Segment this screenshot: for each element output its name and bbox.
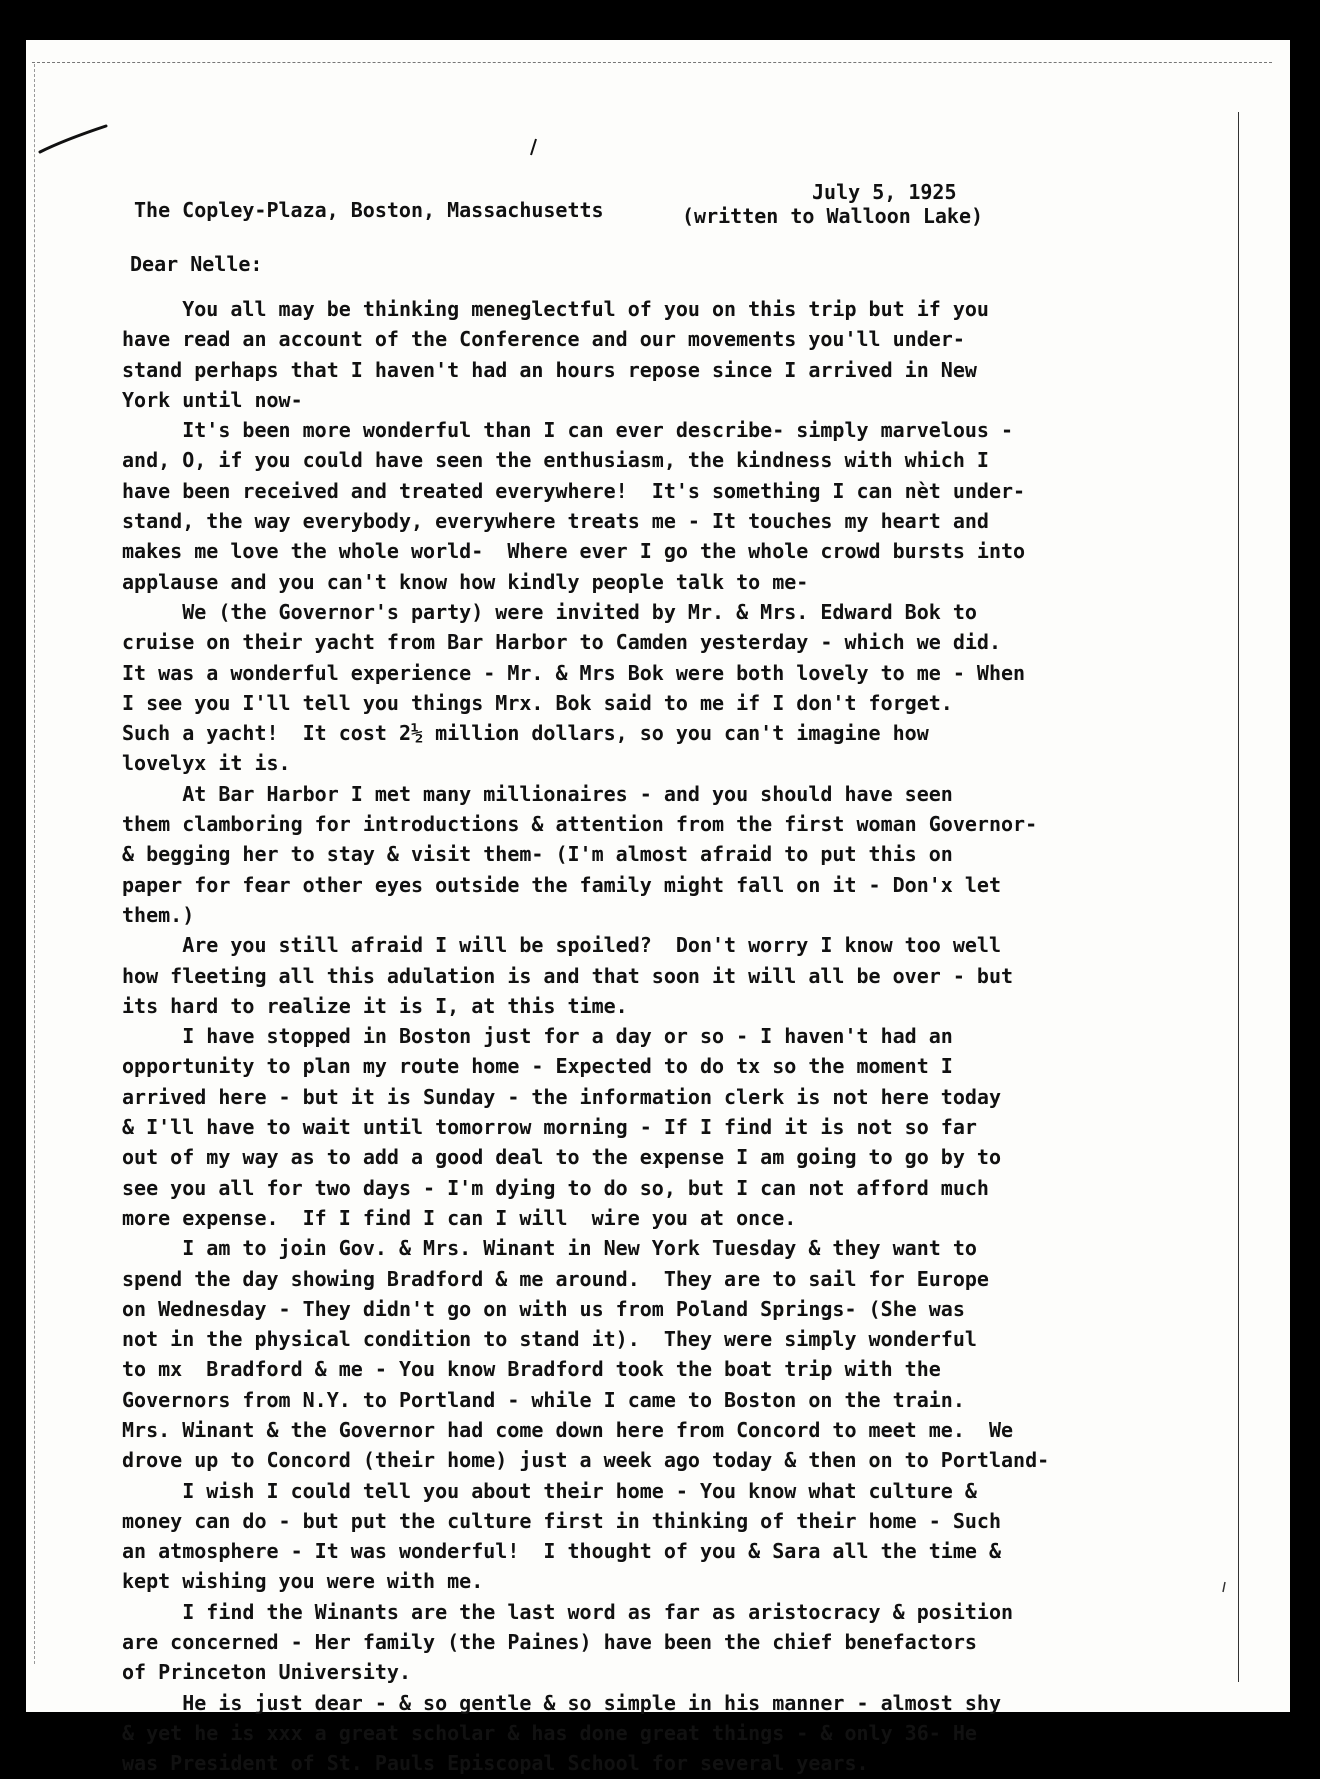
text-line: more expense. If I find I can I will wire you at once. xyxy=(122,1205,797,1230)
letter-date: July 5, 1925 xyxy=(812,180,957,204)
text-line: You all may be thinking meneglectful of you on this trip but if you xyxy=(122,297,989,321)
text-line: money can do - but put the culture first in thinking of their home - Such xyxy=(122,1508,1001,1533)
text-line: an atmosphere - It was wonderful! I thought of you & Sara all the time & xyxy=(122,1539,1001,1564)
text-line: them clamboring for introductions & attention from the first woman Governor- xyxy=(122,812,1038,837)
text-line: paper for fear other eyes outside the family might fall on it - Don'x let xyxy=(122,872,1001,897)
text-line: opportunity to plan my route home - Expected to do tx so the moment I xyxy=(122,1054,953,1079)
text-line: & I'll have to wait until tomorrow morning - If I find it is not so far xyxy=(122,1115,977,1140)
text-line: It's been more wonderful than I can ever describe- simply marvelous - xyxy=(122,418,1014,443)
text-line: its hard to realize it is I, at this time. xyxy=(122,993,628,1018)
text-line: and, O, if you could have seen the enthusiasm, the kindness with which I xyxy=(122,448,989,473)
text-line: stand, the way everybody, everywhere treats me - It touches my heart and xyxy=(122,509,989,534)
text-line: Such a yacht! It cost 2½ million dollars, so you can't imagine how xyxy=(122,721,929,746)
text-line: Governors from N.Y. to Portland - while I came to Boston on the train. xyxy=(122,1387,965,1412)
text-line: lovelyx it is. xyxy=(122,751,291,776)
date-block xyxy=(682,180,1042,228)
text-line: I see you I'll tell you things Mrx. Bok said to me if I don't forget. xyxy=(122,690,953,715)
text-line: on Wednesday - They didn't go on with us from Poland Springs- (She was xyxy=(122,1296,965,1321)
text-line: Are you still afraid I will be spoiled? Don't worry I know too well xyxy=(122,933,1001,958)
text-line: York until now- xyxy=(122,387,303,412)
text-line: & begging her to stay & visit them- (I'm almost afraid to put this on xyxy=(122,842,953,867)
text-line: out of my way as to add a good deal to the expense I am going to go by to xyxy=(122,1145,1001,1170)
text-line: was President of St. Pauls Episcopal School for several years. xyxy=(122,1751,869,1776)
text-line: spend the day showing Bradford & me around. They are to sail for Europe xyxy=(122,1266,989,1291)
text-line: We (the Governor's party) were invited by Mr. & Mrs. Edward Bok to xyxy=(122,599,977,624)
text-line: makes me love the whole world- Where ever I go the whole crowd bursts into xyxy=(122,539,1026,564)
text-line: I am to join Gov. & Mrs. Winant in New York Tuesday & they want to xyxy=(122,1236,977,1261)
handwritten-slash-mark xyxy=(528,138,538,156)
text-line: applause and you can't know how kindly people talk to me- xyxy=(122,569,809,594)
text-line: how fleeting all this adulation is and that soon it will all be over - but xyxy=(122,963,1014,988)
scanned-page xyxy=(26,40,1290,1776)
text-line: stand perhaps that I haven't had an hours repose since I arrived in New xyxy=(122,357,977,382)
text-line: It was a wonderful experience - Mr. & Mrs Bok were both lovely to me - When xyxy=(122,660,1026,685)
page-edge-right xyxy=(1238,112,1239,1682)
text-line: & yet he is xxx a great scholar & has done great things - & only 36- He xyxy=(122,1720,977,1745)
letter-date-note: (written to Walloon Lake) xyxy=(682,204,984,228)
text-line: I find the Winants are the last word as far as aristocracy & position xyxy=(122,1599,1014,1624)
text-line: see you all for two days - I'm dying to do so, but I can not afford much xyxy=(122,1175,989,1200)
text-line: to mx Bradford & me - You know Bradford took the boat trip with the xyxy=(122,1357,941,1382)
text-line: have read an account of the Conference and our movements you'll under- xyxy=(122,327,965,352)
letter xyxy=(122,180,1222,1779)
text-line: of Princeton University. xyxy=(122,1660,411,1685)
text-line: He is just dear - & so gentle & so simple in his manner - almost shy xyxy=(122,1690,1001,1715)
text-line: arrived here - but it is Sunday - the information clerk is not here today xyxy=(122,1084,1001,1109)
text-line: cruise on their yacht from Bar Harbor to Camden yesterday - which we did. xyxy=(122,630,1001,655)
text-line: are concerned - Her family (the Paines) have been the chief benefactors xyxy=(122,1630,977,1655)
letter-salutation: Dear Nelle: xyxy=(130,252,263,276)
text-line: not in the physical condition to stand it). They were simply wonderful xyxy=(122,1327,977,1352)
page-edge-left xyxy=(34,64,35,1664)
text-line: I have stopped in Boston just for a day or so - I haven't had an xyxy=(122,1024,953,1049)
letter-header xyxy=(122,180,1222,242)
text-line: have been received and treated everywhere! It's something I can nèt under- xyxy=(122,478,1026,503)
letter-body xyxy=(122,294,1222,1779)
letter-location: The Copley-Plaza, Boston, Massachusetts xyxy=(134,198,604,222)
text-line: drove up to Concord (their home) just a week ago today & then on to Portland- xyxy=(122,1448,1050,1473)
page-edge-top xyxy=(32,62,1272,63)
text-line: At Bar Harbor I met many millionaires - and you should have seen xyxy=(122,781,953,806)
text-line: Mrs. Winant & the Governor had come down here from Concord to meet me. We xyxy=(122,1417,1014,1442)
text-line: I wish I could tell you about their home - You know what culture & xyxy=(122,1478,977,1503)
pen-stroke-mark xyxy=(36,122,116,162)
text-line: kept wishing you were with me. xyxy=(122,1569,484,1594)
text-line: them.) xyxy=(122,902,195,927)
